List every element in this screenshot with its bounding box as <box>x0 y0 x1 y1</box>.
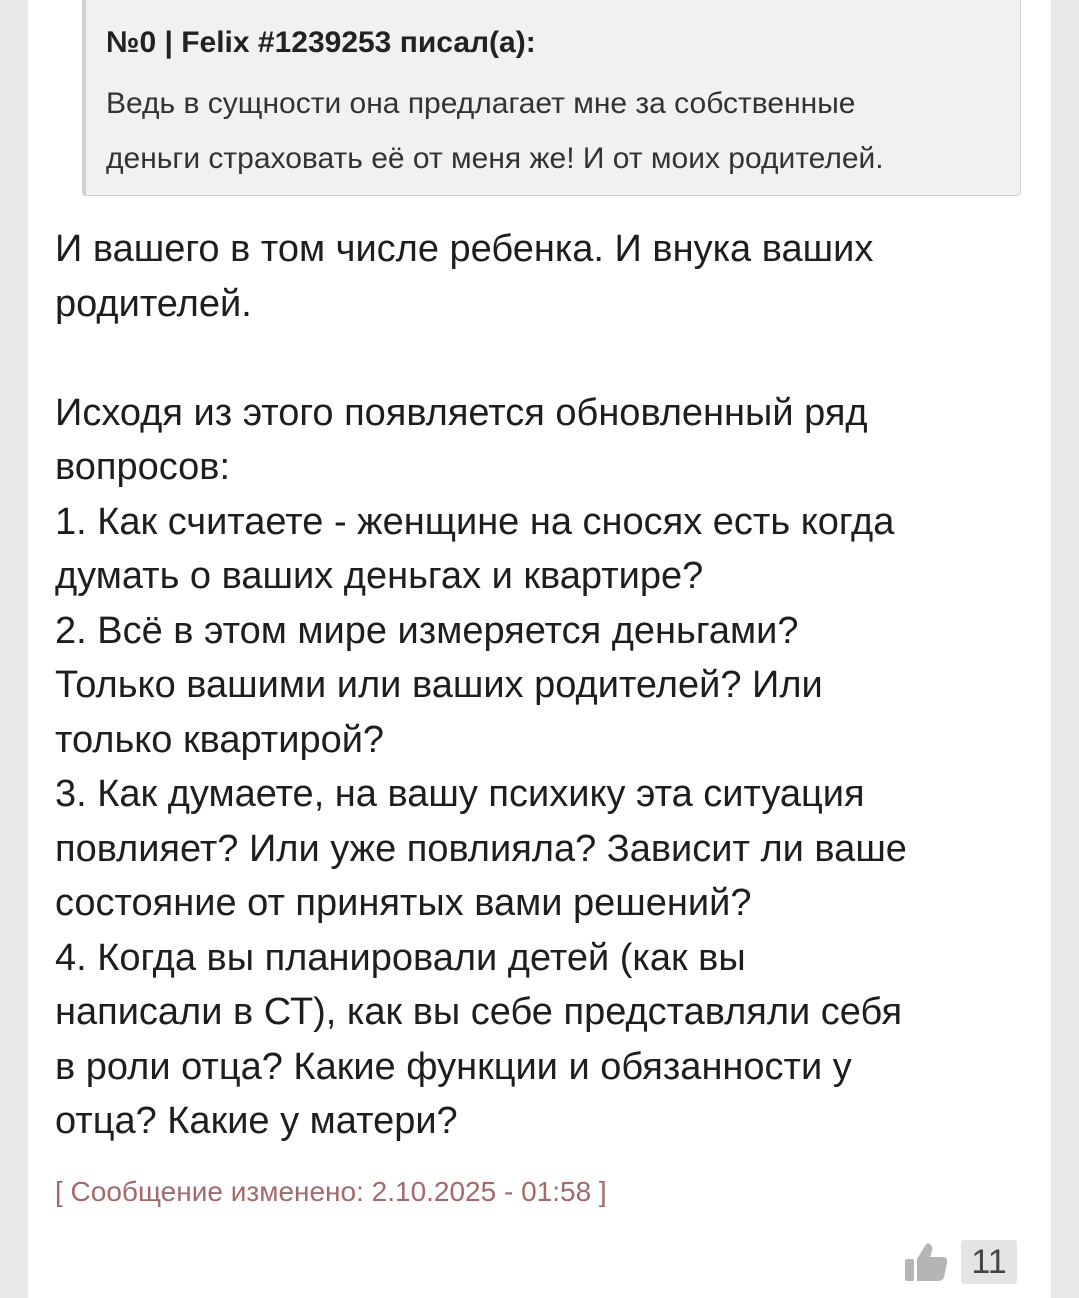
quote-line: деньги страховать её от меня же! И от моих родителей. <box>106 142 884 175</box>
like-count[interactable]: 11 <box>961 1240 1017 1284</box>
message-line: отца? Какие у матери? <box>55 1100 458 1142</box>
message-line: повлияет? Или уже повлияла? Зависит ли ваше <box>55 827 907 870</box>
edit-note: [ Сообщение изменено: 2.10.2025 - 01:58 ] <box>55 1176 607 1207</box>
message-line: 2. Всё в этом мире измеряется деньгами? <box>55 609 799 652</box>
message-line: Исходя из этого появляется обновленный ряд <box>55 391 868 434</box>
message-blank-line <box>55 331 1035 386</box>
quote-line: Ведь в сущности она предлагает мне за собственные <box>106 87 856 120</box>
message-line: Только вашими или ваших родителей? Или <box>55 664 823 706</box>
message-line: думать о ваших деньгах и квартире? <box>55 555 704 597</box>
quote-header[interactable]: №0 | Felix #1239253 писал(а): <box>106 26 536 59</box>
message-body <box>55 222 1035 1149</box>
message-line: 1. Как считаете - женщине на сносях есть когда <box>55 500 895 543</box>
quote-text <box>106 76 1016 186</box>
message-line: написали в СТ), как вы себе представляли себя <box>55 991 903 1033</box>
message-line: 3. Как думаете, на вашу психику эта ситуация <box>55 773 865 815</box>
thumbs-up-icon[interactable] <box>903 1240 949 1284</box>
message-line: И вашего в том числе ребенка. И внука ваших <box>55 228 874 270</box>
message-line: родителей. <box>55 282 252 325</box>
like-area <box>903 1240 1017 1284</box>
message-line: вопросов: <box>55 446 231 488</box>
quote-block <box>82 0 1021 196</box>
message-line: в роли отца? Какие функции и обязанности у <box>55 1045 852 1088</box>
message-line: состояние от принятых вами решений? <box>55 882 752 924</box>
post-card <box>28 0 1051 1298</box>
message-line: только квартирой? <box>55 718 385 761</box>
message-line: 4. Когда вы планировали детей (как вы <box>55 936 746 979</box>
